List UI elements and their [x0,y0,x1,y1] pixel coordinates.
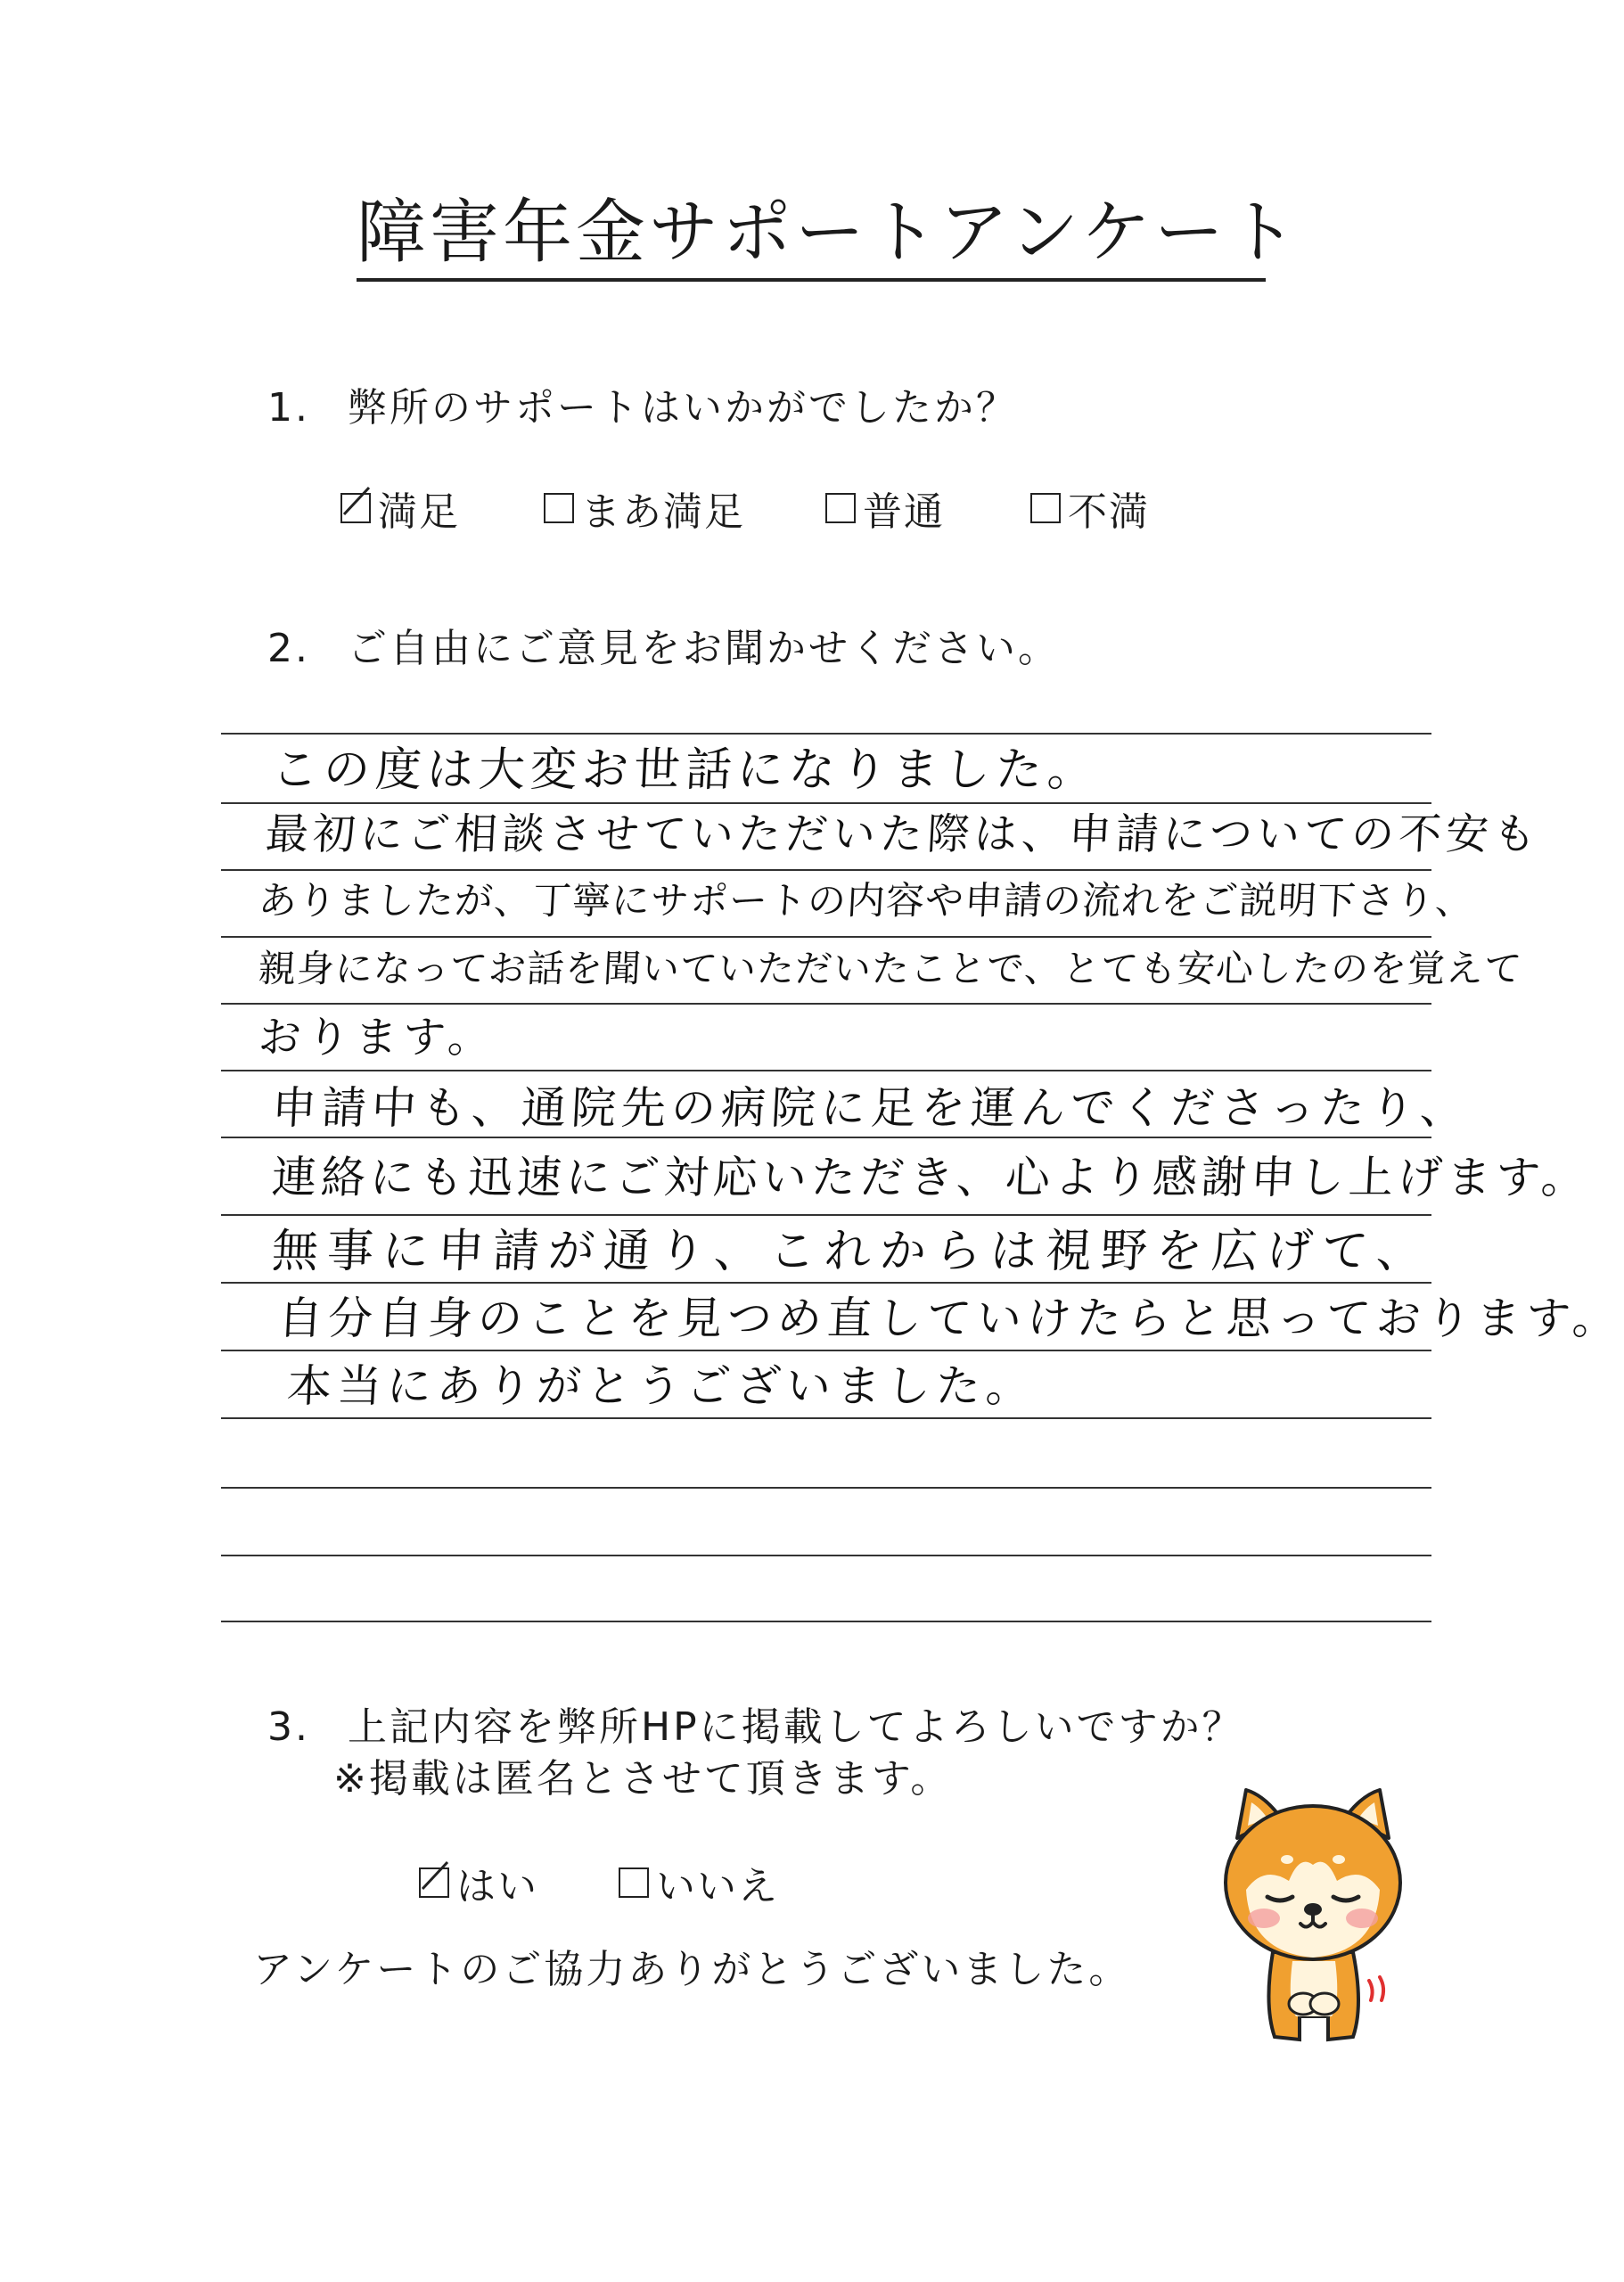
checkbox-dissatisfied[interactable] [1030,493,1061,523]
answer-line-3: ありましたが、丁寧にサポートの内容や申請の流れをご説明下さり、 [257,879,1476,923]
answer-line-8: 無事に申請が通り、これからは視野を広げて、 [270,1225,1433,1278]
option-somewhat-satisfied[interactable] [544,480,745,537]
question-2 [267,626,1060,673]
option-somewhat-satisfied-label: まあ満足 [581,489,745,535]
answer-line-9: 自分自身のことを見つめ直していけたらと思っております。 [276,1293,1624,1344]
question-2-number: 2. [267,626,310,671]
answer-line-6: 申請中も、通院先の病院に足を運んでくださったり、 [270,1082,1472,1134]
ruled-line [221,1621,1431,1622]
ruled-line [221,869,1431,871]
ruled-line [221,1350,1431,1351]
option-yes-label: はい [456,1864,538,1909]
option-no-label: いいえ [656,1864,779,1909]
answer-line-2: 最初にご相談させていただいた際は、申請についての不安も [264,809,1542,859]
answer-line-5: おります。 [257,1013,497,1063]
checkbox-yes[interactable] [419,1867,449,1898]
ruled-line [221,1070,1431,1071]
question-3-note: ※掲載は匿名とさせて頂きます。 [333,1756,953,1802]
option-yes[interactable] [419,1854,538,1911]
option-no[interactable] [619,1854,779,1911]
checkbox-normal[interactable] [825,493,856,523]
answer-line-10: 本当にありがとうございました。 [285,1360,1038,1412]
shiba-dog-illustration [1210,1783,1415,2050]
ruled-line [221,1137,1431,1138]
question-1 [267,385,1018,432]
question-1-number: 1. [267,385,310,431]
option-satisfied-label: 満足 [378,489,460,535]
ruled-line [221,1417,1431,1419]
check-mark-icon [417,1859,453,1898]
answer-line-1: この度は大変お世話になりました。 [270,743,1101,797]
option-dissatisfied[interactable] [1030,480,1150,537]
answer-line-7: 連絡にも迅速にご対応いただき、心より感謝申し上げます。 [270,1152,1592,1203]
question-3-text: 上記内容を弊所HPに掲載してよろしいですか？ [348,1704,1244,1750]
question-3 [267,1704,1244,1752]
ruled-line [221,733,1431,735]
checkbox-satisfied[interactable] [340,493,371,523]
closing-message: アンケートのご協力ありがとうございました。 [253,1947,1131,1992]
ruled-line [221,1003,1431,1005]
question-2-text: ご自由にご意見をお聞かせください。 [348,626,1060,671]
option-normal-label: 普通 [863,489,945,535]
ruled-line [221,1282,1431,1284]
ruled-line [221,936,1431,938]
checkbox-no[interactable] [619,1867,649,1898]
ruled-line [221,1214,1431,1216]
answer-line-4: 親身になってお話を聞いていただいたことで、とても安心したのを覚えて [257,947,1524,990]
ruled-line [221,1487,1431,1489]
survey-title: 障害年金サポートアンケート [357,198,1266,282]
question-3-number: 3. [267,1704,310,1750]
ruled-line [221,802,1431,804]
ruled-line [221,1555,1431,1556]
question-1-text: 弊所のサポートはいかがでしたか？ [348,385,1018,431]
option-dissatisfied-label: 不満 [1068,489,1150,535]
check-mark-icon [339,484,374,523]
checkbox-somewhat-satisfied[interactable] [544,493,574,523]
option-normal[interactable] [825,480,945,537]
option-satisfied[interactable] [340,480,460,537]
